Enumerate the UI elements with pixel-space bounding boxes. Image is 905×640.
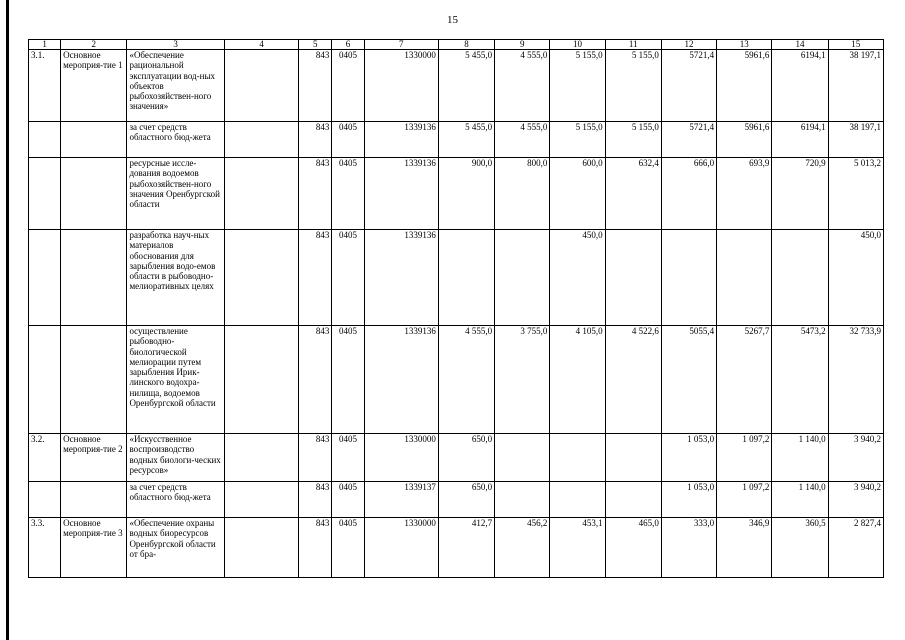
table-cell: 5473,2 (772, 326, 828, 434)
table-cell: 3 940,2 (828, 482, 883, 518)
table-cell: 720,9 (772, 158, 828, 230)
table-cell (550, 482, 605, 518)
column-number-10: 10 (550, 40, 605, 50)
table-cell: 843 (299, 122, 332, 158)
table-cell: 1339136 (364, 158, 438, 230)
table-cell (224, 518, 298, 578)
table-cell: 5721,4 (661, 50, 716, 122)
column-number-9: 9 (495, 40, 550, 50)
table-cell: 360,5 (772, 518, 828, 578)
table-cell (29, 326, 61, 434)
table-cell (29, 230, 61, 326)
table-cell: 465,0 (605, 518, 661, 578)
table-cell: 5 155,0 (550, 122, 605, 158)
table-cell: 0405 (332, 158, 364, 230)
table-cell: 1330000 (364, 518, 438, 578)
table-cell: 5267,7 (717, 326, 772, 434)
table-cell: 650,0 (438, 482, 494, 518)
table-cell (29, 482, 61, 518)
table-cell: 0405 (332, 122, 364, 158)
column-number-13: 13 (717, 40, 772, 50)
table-cell: 6194,1 (772, 122, 828, 158)
table-cell: 650,0 (438, 434, 494, 482)
table-cell: 38 197,1 (828, 122, 883, 158)
table-cell: 32 733,9 (828, 326, 883, 434)
table-cell: 0405 (332, 230, 364, 326)
table-cell (605, 434, 661, 482)
table-cell: 3.1. (29, 50, 61, 122)
table-cell: 450,0 (828, 230, 883, 326)
table-cell: 1339137 (364, 482, 438, 518)
table-cell (438, 230, 494, 326)
table-cell (550, 434, 605, 482)
table-cell: 1 053,0 (661, 482, 716, 518)
table-cell (495, 434, 550, 482)
table-cell: за счет средств областного бюд-жета (127, 482, 224, 518)
table-cell: 843 (299, 518, 332, 578)
table-cell (224, 326, 298, 434)
table-cell: осуществление рыбоводно-биологической мелиорации путем зарыбления Ирик-линского водохра-нилища, водоемов Оренбургской области (127, 326, 224, 434)
table-cell: Основное мероприя-тие 2 (61, 434, 127, 482)
budget-table (28, 39, 884, 578)
table-cell: 900,0 (438, 158, 494, 230)
table-cell (224, 482, 298, 518)
table-cell (605, 482, 661, 518)
column-number-4: 4 (224, 40, 298, 50)
table-row (29, 50, 884, 122)
table-cell: 5 155,0 (605, 122, 661, 158)
table-cell: 333,0 (661, 518, 716, 578)
column-number-8: 8 (438, 40, 494, 50)
table-cell: 5961,6 (717, 122, 772, 158)
table-cell: 1339136 (364, 230, 438, 326)
column-number-3: 3 (127, 40, 224, 50)
column-number-15: 15 (828, 40, 883, 50)
table-row (29, 158, 884, 230)
table-cell: 5 155,0 (550, 50, 605, 122)
column-number-6: 6 (332, 40, 364, 50)
table-cell (61, 122, 127, 158)
table-row (29, 482, 884, 518)
table-cell: 5 013,2 (828, 158, 883, 230)
table-cell: 453,1 (550, 518, 605, 578)
table-cell (224, 434, 298, 482)
column-number-14: 14 (772, 40, 828, 50)
table-cell: 843 (299, 326, 332, 434)
column-number-header-row (29, 40, 884, 50)
table-cell: 2 827,4 (828, 518, 883, 578)
table-cell (224, 230, 298, 326)
table-cell: 3 940,2 (828, 434, 883, 482)
table-cell: 843 (299, 482, 332, 518)
table-cell (224, 158, 298, 230)
table-row (29, 518, 884, 578)
table-cell: 4 105,0 (550, 326, 605, 434)
table-cell: 6194,1 (772, 50, 828, 122)
table-cell (495, 482, 550, 518)
table-cell: 5 455,0 (438, 122, 494, 158)
table-cell: 4 555,0 (438, 326, 494, 434)
table-cell (29, 122, 61, 158)
table-cell: 4 522,6 (605, 326, 661, 434)
table-cell: «Обеспечение охраны водных биоресурсов Оренбургской области от бра- (127, 518, 224, 578)
column-number-7: 7 (364, 40, 438, 50)
table-cell: 1 140,0 (772, 434, 828, 482)
table-row (29, 434, 884, 482)
table-cell: 600,0 (550, 158, 605, 230)
table-cell: 3 755,0 (495, 326, 550, 434)
table-row (29, 326, 884, 434)
table-cell: за счет средств областного бюд-жета (127, 122, 224, 158)
table-cell: «Обеспечение рациональной эксплуатации вод-ных объектов рыбохозяйствен-ного значения» (127, 50, 224, 122)
column-number-11: 11 (605, 40, 661, 50)
table-cell: 693,9 (717, 158, 772, 230)
column-number-5: 5 (299, 40, 332, 50)
page-number: 15 (447, 14, 458, 26)
table-cell: 0405 (332, 482, 364, 518)
table-cell: 1 140,0 (772, 482, 828, 518)
table-cell: ресурсные иссле-дования водоемов рыбохозяйствен-ного значения Оренбургской области (127, 158, 224, 230)
table-cell: Основное мероприя-тие 3 (61, 518, 127, 578)
table-cell: 38 197,1 (828, 50, 883, 122)
table-cell: 456,2 (495, 518, 550, 578)
table-cell: 0405 (332, 518, 364, 578)
table-cell: «Искусственное воспроизводство водных биологи-ческих ресурсов» (127, 434, 224, 482)
table-cell: 346,9 (717, 518, 772, 578)
table-cell: 0405 (332, 434, 364, 482)
table-cell (661, 230, 716, 326)
table-cell (61, 230, 127, 326)
table-row (29, 122, 884, 158)
table-cell: 843 (299, 50, 332, 122)
table-cell (61, 482, 127, 518)
table-cell (224, 50, 298, 122)
table-cell (61, 158, 127, 230)
table-cell: 666,0 (661, 158, 716, 230)
table-cell: 1330000 (364, 50, 438, 122)
table-cell (29, 158, 61, 230)
table-cell (772, 230, 828, 326)
table-cell: 450,0 (550, 230, 605, 326)
table-cell (605, 230, 661, 326)
column-number-12: 12 (661, 40, 716, 50)
table-cell: 3.3. (29, 518, 61, 578)
table-cell: 800,0 (495, 158, 550, 230)
table-cell (224, 122, 298, 158)
table-cell: 5 455,0 (438, 50, 494, 122)
table-cell: 5721,4 (661, 122, 716, 158)
table-cell: 4 555,0 (495, 122, 550, 158)
table-cell: 1330000 (364, 434, 438, 482)
table-cell: 632,4 (605, 158, 661, 230)
table-cell: 1339136 (364, 122, 438, 158)
table-cell: 412,7 (438, 518, 494, 578)
table-cell: 4 555,0 (495, 50, 550, 122)
table-row (29, 230, 884, 326)
table-cell: 1339136 (364, 326, 438, 434)
table-cell: разработка науч-ных материалов обоснования для зарыбления водо-емов области в рыбоводно-мелиоративных целях (127, 230, 224, 326)
table-cell: 843 (299, 158, 332, 230)
table-cell: 3.2. (29, 434, 61, 482)
table-cell (717, 230, 772, 326)
table-cell (61, 326, 127, 434)
table-cell (495, 230, 550, 326)
table-cell: 5 155,0 (605, 50, 661, 122)
table-cell: 1 097,2 (717, 434, 772, 482)
table-cell: 0405 (332, 326, 364, 434)
table-cell: 5055,4 (661, 326, 716, 434)
left-margin-rule (6, 0, 9, 640)
table-cell: 843 (299, 230, 332, 326)
column-number-2: 2 (61, 40, 127, 50)
table-cell: 5961,6 (717, 50, 772, 122)
table-cell: Основное мероприя-тие 1 (61, 50, 127, 122)
table-cell: 1 097,2 (717, 482, 772, 518)
column-number-1: 1 (29, 40, 61, 50)
table-cell: 0405 (332, 50, 364, 122)
table-cell: 1 053,0 (661, 434, 716, 482)
table-cell: 843 (299, 434, 332, 482)
